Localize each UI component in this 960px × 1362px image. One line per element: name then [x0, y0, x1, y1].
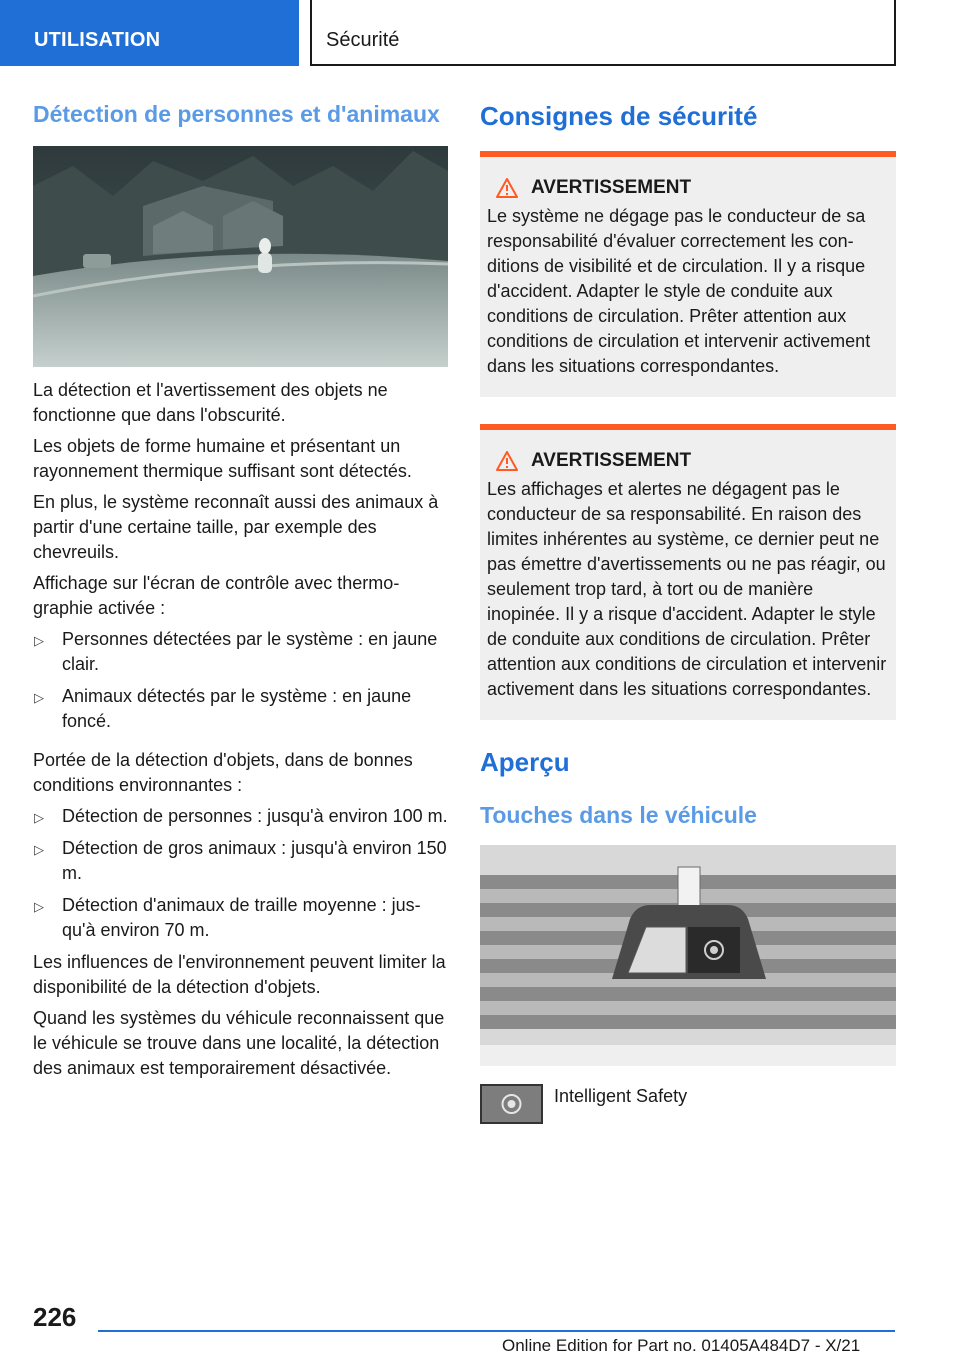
warning-triangle-icon — [496, 178, 518, 198]
warning-triangle-icon — [496, 451, 518, 471]
edition-text: Online Edition for Part no. 01405A484D7 - X/21 — [502, 1336, 861, 1355]
right-column — [480, 100, 896, 1124]
chapter-tab — [0, 0, 299, 66]
paragraph: Affichage sur l'écran de contrôle avec thermographie activée : — [33, 573, 400, 618]
vehicle-buttons-image — [480, 845, 896, 1066]
detection-colors-list — [33, 627, 448, 734]
intelligent-safety-button-icon — [480, 1084, 543, 1124]
warning-text: Le système ne dégage pas le conducteur de sa responsabilité d'évaluer correctement les conditions de visibilité et de circulation. Il y a risque d'accident. Adapter le style de conduite aux conditions de circulation. Prêter attention aux conditions de circulation et intervenir activement dans les situations correspondantes. — [487, 206, 871, 376]
safety-heading: Consignes de sécurité — [480, 101, 758, 131]
night-vision-image — [33, 146, 448, 367]
list-item: ▷ Animaux détectés par le système : en jaune foncé. — [34, 686, 412, 731]
list-item: ▷ Personnes détectées par le système : en jaune clair. — [34, 629, 438, 674]
list-item: ▷ Détection d'animaux de traille moyenne : jusqu'à environ 70 m. — [34, 895, 421, 940]
warning-title: AVERTISSEMENT — [531, 450, 692, 471]
triangle-bullet-icon: ▷ — [34, 842, 44, 857]
warning-title: AVERTISSEMENT — [531, 177, 692, 198]
warning-box — [480, 151, 896, 397]
range-list — [33, 804, 448, 943]
footer-divider — [98, 1330, 895, 1332]
paragraph: En plus, le système reconnaît aussi des animaux à partir d'une certaine taille, par exemple des chevreuils. — [33, 492, 439, 562]
list-item: ▷ Détection de gros animaux : jusqu'à environ 150 m. — [34, 838, 447, 883]
section-tab — [310, 0, 896, 66]
chapter-title: UTILISATION — [34, 29, 161, 51]
paragraph: Les objets de forme humaine et présentant un rayonnement thermique suffisant sont détectés. — [33, 436, 412, 481]
warning-text: Les affichages et alertes ne dégagent pas le conducteur de sa responsabilité. En raison des limites inhérentes au système, ce dernier peut ne pas émettre d'avertissements ou ne pas réagir, ou seulement trop tard, à tort ou de manière inopinée. Il y a risque d'accident. Adapter le style de conduite aux conditions de circulation. Prêter attention aux conditions de circulation et intervenir activement dans les situations correspondantes. — [487, 479, 887, 699]
triangle-bullet-icon: ▷ — [34, 690, 44, 705]
paragraph: Les influences de l'environnement peuvent limiter la disponibilité de la détection d'objets. — [33, 952, 446, 997]
overview-heading: Aperçu — [480, 747, 570, 777]
paragraph: Portée de la détection d'objets, dans de bonnes conditions environnantes : — [33, 750, 413, 795]
section-heading: Détection de personnes et d'animaux — [33, 101, 440, 127]
left-column — [33, 100, 448, 1081]
paragraph: Quand les systèmes du véhicule reconnaissent que le véhicule se trouve dans une localité, la détection des animaux est temporairement désactivée. — [33, 1008, 445, 1078]
triangle-bullet-icon: ▷ — [34, 810, 44, 825]
button-legend — [480, 1084, 896, 1124]
section-title: Sécurité — [326, 29, 400, 51]
triangle-bullet-icon: ▷ — [34, 899, 44, 914]
subsection-heading: Touches dans le véhicule — [480, 802, 757, 828]
page-number: 226 — [33, 1302, 77, 1332]
list-item: ▷ Détection de personnes : jusqu'à environ 100 m. — [33, 804, 448, 829]
legend-label: Intelligent Safety — [554, 1086, 688, 1106]
warning-box — [480, 424, 896, 720]
paragraph: La détection et l'avertissement des objets ne fonctionne que dans l'obscurité. — [33, 380, 388, 425]
triangle-bullet-icon: ▷ — [34, 633, 44, 648]
